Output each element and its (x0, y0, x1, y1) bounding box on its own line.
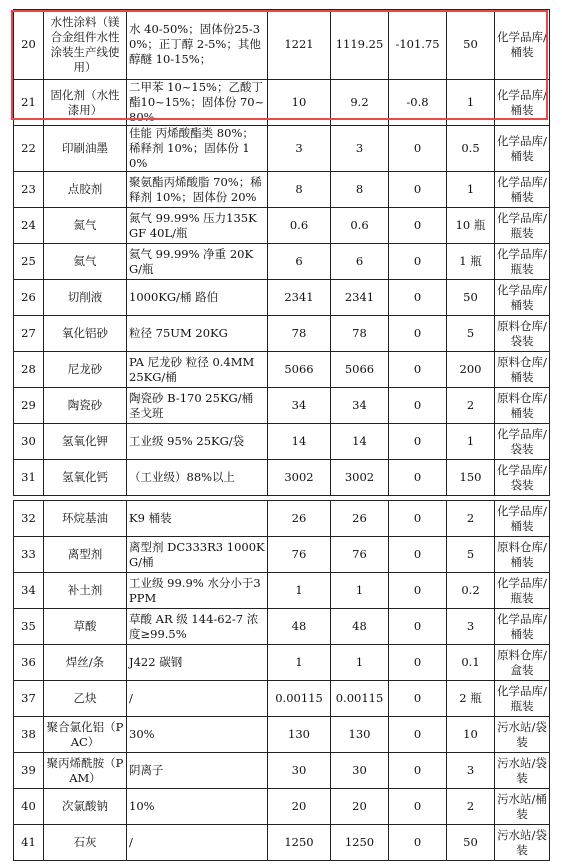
table-row (14, 244, 550, 280)
table-row (14, 388, 550, 424)
row-number: 41 (14, 825, 44, 861)
amount-change: -0.8 (389, 80, 447, 126)
table-row (14, 10, 550, 80)
table-row (14, 573, 550, 609)
amount-after: 76 (331, 537, 389, 573)
amount-before: 2341 (268, 280, 331, 316)
material-spec: 二甲苯 10~15%；乙酸丁酯10~15%；固体份 70~80% (127, 80, 268, 126)
storage-method: 化学品库/袋装 (495, 460, 550, 496)
amount-after: 48 (331, 609, 389, 645)
amount-change: 0 (389, 753, 447, 789)
material-name: 环烷基油 (44, 501, 127, 537)
material-name: 氢氧化钙 (44, 460, 127, 496)
amount-change: 0 (389, 609, 447, 645)
material-name: 石灰 (44, 825, 127, 861)
amount-change: 0 (389, 645, 447, 681)
amount-before: 48 (268, 609, 331, 645)
storage-method: 污水站/袋装 (495, 753, 550, 789)
amount-change: 0 (389, 280, 447, 316)
max-storage: 2 (447, 789, 495, 825)
max-storage: 5 (447, 316, 495, 352)
max-storage: 0.5 (447, 126, 495, 172)
amount-change: -101.75 (389, 10, 447, 80)
material-name: 印刷油墨 (44, 126, 127, 172)
amount-change: 0 (389, 208, 447, 244)
material-name: 氢氧化钾 (44, 424, 127, 460)
amount-before: 20 (268, 789, 331, 825)
material-name: 氮气 (44, 208, 127, 244)
material-spec: 氦气 99.99% 净重 20KG/瓶 (127, 244, 268, 280)
max-storage: 2 (447, 388, 495, 424)
material-spec: 氮气 99.99% 压力135KGF 40L/瓶 (127, 208, 268, 244)
table-row (14, 717, 550, 753)
storage-method: 污水站/桶装 (495, 789, 550, 825)
max-storage: 10 (447, 717, 495, 753)
row-number: 31 (14, 460, 44, 496)
amount-after: 1119.25 (331, 10, 389, 80)
row-number: 28 (14, 352, 44, 388)
storage-method: 化学品库/桶装 (495, 172, 550, 208)
row-number: 23 (14, 172, 44, 208)
amount-after: 3 (331, 126, 389, 172)
table-row (14, 789, 550, 825)
material-name: 固化剂（水性漆用） (44, 80, 127, 126)
amount-after: 1250 (331, 825, 389, 861)
amount-before: 3002 (268, 460, 331, 496)
row-number: 27 (14, 316, 44, 352)
row-number: 39 (14, 753, 44, 789)
max-storage: 1 (447, 80, 495, 126)
material-spec: K9 桶装 (127, 501, 268, 537)
amount-change: 0 (389, 789, 447, 825)
amount-before: 30 (268, 753, 331, 789)
amount-change: 0 (389, 681, 447, 717)
row-number: 38 (14, 717, 44, 753)
amount-before: 1 (268, 645, 331, 681)
row-number: 20 (14, 10, 44, 80)
max-storage: 50 (447, 280, 495, 316)
material-name: 聚丙烯酰胺（PAM） (44, 753, 127, 789)
storage-method: 化学品库/桶装 (495, 609, 550, 645)
max-storage: 0.2 (447, 573, 495, 609)
material-spec: 阴离子 (127, 753, 268, 789)
storage-method: 原料仓库/袋装 (495, 316, 550, 352)
material-spec: 佳能 丙烯酸酯类 80%；稀释剂 10%；固体份 10% (127, 126, 268, 172)
amount-after: 20 (331, 789, 389, 825)
storage-method: 原料仓库/桶装 (495, 352, 550, 388)
material-spec: （工业级）88%以上 (127, 460, 268, 496)
material-spec: J422 碳钢 (127, 645, 268, 681)
row-number: 22 (14, 126, 44, 172)
material-name: 氧化铝砂 (44, 316, 127, 352)
material-spec: 草酸 AR 级 144-62-7 浓度≥99.5% (127, 609, 268, 645)
storage-method: 化学品库/桶装 (495, 10, 550, 80)
row-number: 34 (14, 573, 44, 609)
amount-before: 1221 (268, 10, 331, 80)
storage-method: 化学品库/瓶装 (495, 244, 550, 280)
table-row (14, 80, 550, 126)
amount-after: 0.00115 (331, 681, 389, 717)
storage-method: 化学品库/瓶装 (495, 208, 550, 244)
amount-before: 0.6 (268, 208, 331, 244)
table-row (14, 172, 550, 208)
amount-after: 78 (331, 316, 389, 352)
amount-before: 6 (268, 244, 331, 280)
amount-change: 0 (389, 352, 447, 388)
max-storage: 1 (447, 172, 495, 208)
row-number: 40 (14, 789, 44, 825)
table-row (14, 460, 550, 496)
amount-change: 0 (389, 825, 447, 861)
materials-table-part2 (13, 500, 550, 861)
table-row (14, 681, 550, 717)
table-row (14, 126, 550, 172)
max-storage: 150 (447, 460, 495, 496)
storage-method: 化学品库/瓶装 (495, 573, 550, 609)
material-spec: / (127, 681, 268, 717)
storage-method: 化学品库/桶装 (495, 501, 550, 537)
max-storage: 5 (447, 537, 495, 573)
max-storage: 3 (447, 753, 495, 789)
table-row (14, 825, 550, 861)
material-name: 补土剂 (44, 573, 127, 609)
amount-change: 0 (389, 126, 447, 172)
amount-change: 0 (389, 388, 447, 424)
storage-method: 原料仓库/桶装 (495, 388, 550, 424)
material-name: 尼龙砂 (44, 352, 127, 388)
table-row (14, 645, 550, 681)
amount-after: 3002 (331, 460, 389, 496)
amount-before: 26 (268, 501, 331, 537)
row-number: 37 (14, 681, 44, 717)
material-spec: 1000KG/桶 路伯 (127, 280, 268, 316)
material-name: 陶瓷砂 (44, 388, 127, 424)
max-storage: 1 瓶 (447, 244, 495, 280)
amount-change: 0 (389, 537, 447, 573)
material-name: 水性涂料（镁合金组件水性涂装生产线使用） (44, 10, 127, 80)
storage-method: 化学品库/桶装 (495, 80, 550, 126)
material-spec: 离型剂 DC333R3 1000KG/桶 (127, 537, 268, 573)
max-storage: 3 (447, 609, 495, 645)
table-row (14, 424, 550, 460)
storage-method: 化学品库/桶装 (495, 280, 550, 316)
row-number: 35 (14, 609, 44, 645)
storage-method: 污水站/袋装 (495, 825, 550, 861)
table-row (14, 501, 550, 537)
max-storage: 1 (447, 424, 495, 460)
material-spec: 陶瓷砂 B-170 25KG/桶 圣戈班 (127, 388, 268, 424)
material-spec: 水 40-50%；固体份25-30%；正丁醇 2-5%；其他醇醚 10-15%； (127, 10, 268, 80)
amount-before: 78 (268, 316, 331, 352)
amount-after: 34 (331, 388, 389, 424)
material-name: 聚合氯化铝（PAC） (44, 717, 127, 753)
row-number: 21 (14, 80, 44, 126)
row-number: 26 (14, 280, 44, 316)
storage-method: 化学品库/瓶装 (495, 681, 550, 717)
amount-after: 1 (331, 645, 389, 681)
amount-change: 0 (389, 244, 447, 280)
storage-method: 原料仓库/桶装 (495, 537, 550, 573)
table-row (14, 280, 550, 316)
row-number: 24 (14, 208, 44, 244)
material-spec: PA 尼龙砂 粒径 0.4MM 25KG/桶 (127, 352, 268, 388)
max-storage: 50 (447, 10, 495, 80)
amount-after: 130 (331, 717, 389, 753)
storage-method: 化学品库/袋装 (495, 424, 550, 460)
material-spec: 工业级 99.9% 水分小于3PPM (127, 573, 268, 609)
row-number: 25 (14, 244, 44, 280)
row-number: 33 (14, 537, 44, 573)
table-body-part1 (14, 10, 550, 496)
row-number: 32 (14, 501, 44, 537)
table-row (14, 609, 550, 645)
amount-after: 8 (331, 172, 389, 208)
max-storage: 200 (447, 352, 495, 388)
material-name: 次氯酸钠 (44, 789, 127, 825)
storage-method: 污水站/袋装 (495, 717, 550, 753)
amount-before: 1250 (268, 825, 331, 861)
row-number: 36 (14, 645, 44, 681)
material-spec: / (127, 825, 268, 861)
material-spec: 30% (127, 717, 268, 753)
max-storage: 50 (447, 825, 495, 861)
amount-before: 10 (268, 80, 331, 126)
amount-before: 1 (268, 573, 331, 609)
amount-after: 1 (331, 573, 389, 609)
amount-before: 8 (268, 172, 331, 208)
table-row (14, 316, 550, 352)
material-name: 草酸 (44, 609, 127, 645)
material-spec: 聚氨酯丙烯酸脂 70%；稀释剂 10%；固体份 20% (127, 172, 268, 208)
table-row (14, 753, 550, 789)
storage-method: 化学品库/桶装 (495, 126, 550, 172)
amount-change: 0 (389, 573, 447, 609)
row-number: 29 (14, 388, 44, 424)
amount-before: 76 (268, 537, 331, 573)
materials-table-part1 (13, 9, 550, 496)
table-row (14, 352, 550, 388)
amount-after: 9.2 (331, 80, 389, 126)
amount-change: 0 (389, 460, 447, 496)
material-name: 点胶剂 (44, 172, 127, 208)
max-storage: 0.1 (447, 645, 495, 681)
amount-after: 26 (331, 501, 389, 537)
storage-method: 原料仓库/盒装 (495, 645, 550, 681)
material-name: 焊丝/条 (44, 645, 127, 681)
max-storage: 2 (447, 501, 495, 537)
material-spec: 10% (127, 789, 268, 825)
table-row (14, 208, 550, 244)
amount-change: 0 (389, 501, 447, 537)
row-number: 30 (14, 424, 44, 460)
material-name: 离型剂 (44, 537, 127, 573)
amount-before: 3 (268, 126, 331, 172)
material-spec: 工业级 95% 25KG/袋 (127, 424, 268, 460)
material-name: 乙炔 (44, 681, 127, 717)
amount-change: 0 (389, 424, 447, 460)
max-storage: 10 瓶 (447, 208, 495, 244)
amount-before: 34 (268, 388, 331, 424)
material-name: 切削液 (44, 280, 127, 316)
amount-before: 0.00115 (268, 681, 331, 717)
amount-after: 30 (331, 753, 389, 789)
amount-change: 0 (389, 717, 447, 753)
table-row (14, 537, 550, 573)
amount-before: 130 (268, 717, 331, 753)
amount-change: 0 (389, 172, 447, 208)
amount-before: 5066 (268, 352, 331, 388)
material-spec: 粒径 75UM 20KG (127, 316, 268, 352)
amount-after: 5066 (331, 352, 389, 388)
material-name: 氦气 (44, 244, 127, 280)
amount-before: 14 (268, 424, 331, 460)
table-body-part2 (14, 501, 550, 861)
amount-change: 0 (389, 316, 447, 352)
amount-after: 2341 (331, 280, 389, 316)
amount-after: 6 (331, 244, 389, 280)
amount-after: 14 (331, 424, 389, 460)
max-storage: 2 瓶 (447, 681, 495, 717)
amount-after: 0.6 (331, 208, 389, 244)
